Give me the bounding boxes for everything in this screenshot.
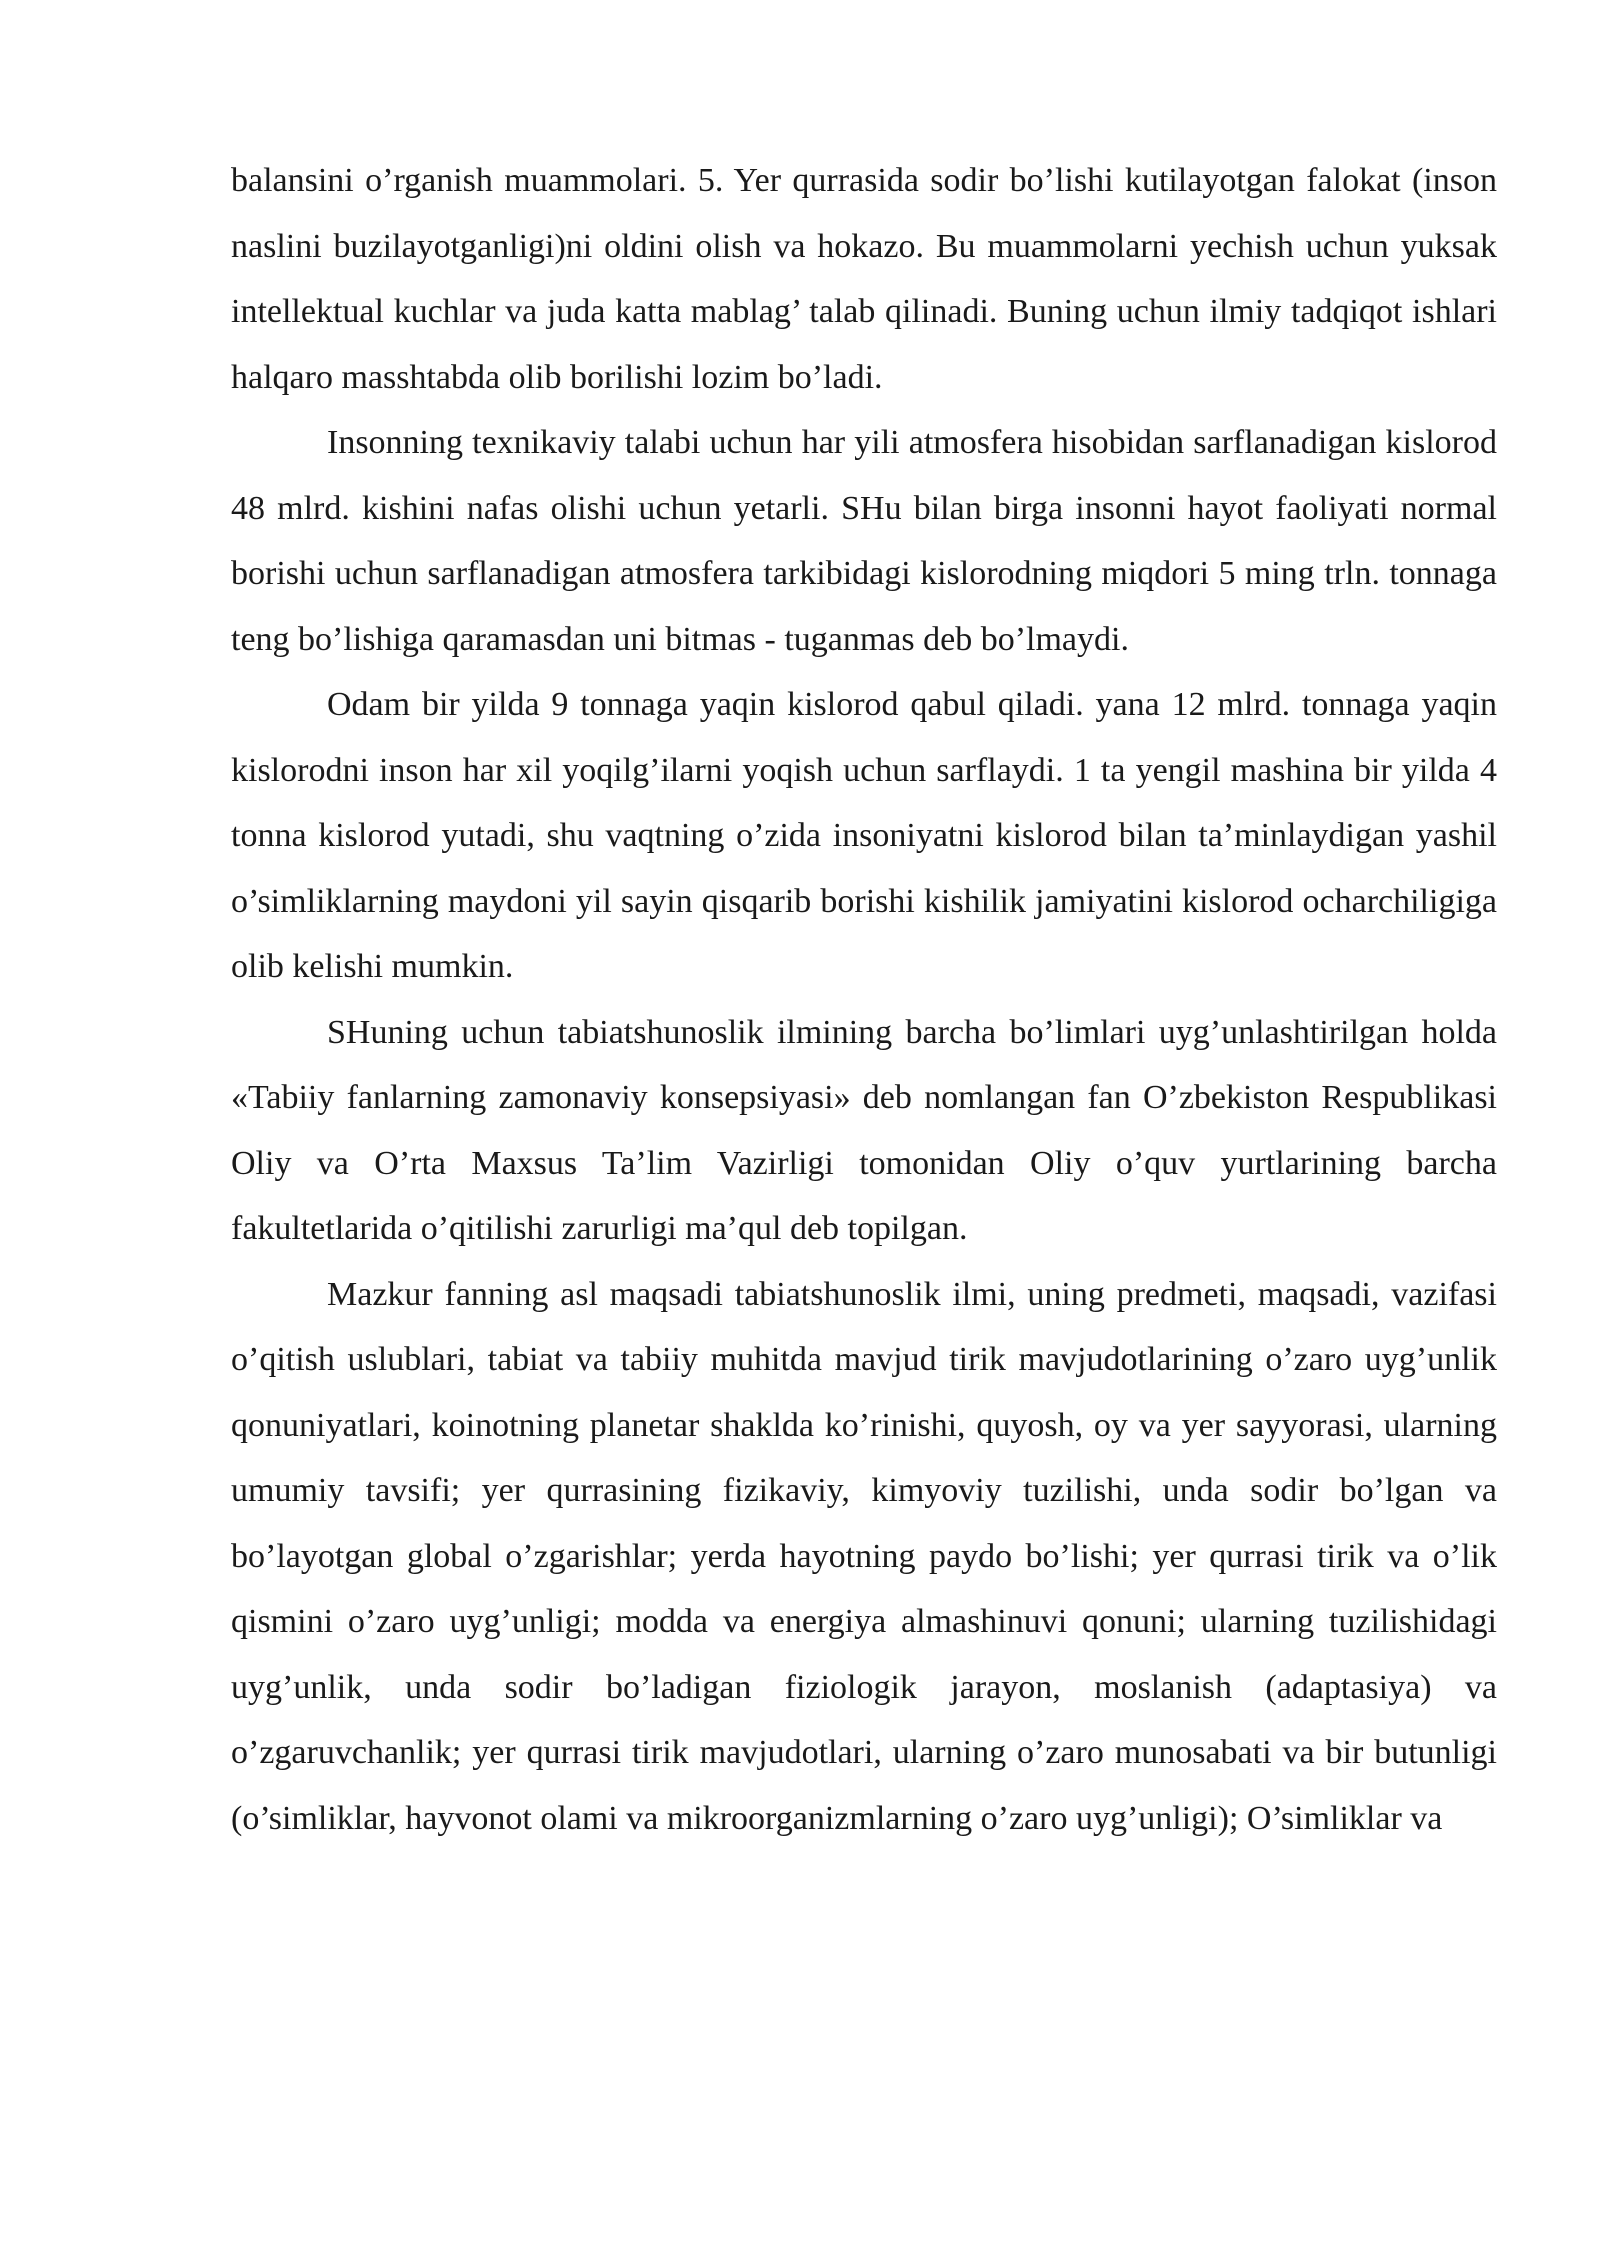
paragraph-human-oxygen-intake: Odam bir yilda 9 tonnaga yaqin kislorod qabul qiladi. yana 12 mlrd. tonnaga yaqin kislorodni inson har xil yoqilg’ilarni yoqish uchun sarflaydi. 1 ta yengil mashina bir yilda 4 tonna kislorod yutadi, shu vaqtning o’zida insoniyatni kislorod bilan ta’minlaydigan yashil o’simliklarning maydoni yil sayin qisqarib borishi kishilik jamiyatini kislorod ocharchiligiga olib kelishi mumkin. [231, 686, 1497, 985]
paragraph-oxygen-consumption: Insonning texnikaviy talabi uchun har yili atmosfera hisobidan sarflanadigan kislorod 48 mlrd. kishini nafas olishi uchun yetarli. SHu bilan birga insonni hayot faoliyati normal borishi uchun sarflanadigan atmosfera tarkibidagi kislorodning miqdori 5 ming trln. tonnaga teng bo’lishiga qaramasdan uni bitmas - tuganmas deb bo’lmaydi. [231, 424, 1497, 658]
paragraph-course-goal: Mazkur fanning asl maqsadi tabiatshunoslik ilmi, uning predmeti, maqsadi, vazifasi o’qitish uslublari, tabiat va tabiiy muhitda mavjud tirik mavjudotlarining o’zaro uyg’unlik qonuniyatlari, koinotning planetar shaklda ko’rinishi, quyosh, oy va yer sayyorasi, ularning umumiy tavsifi; yer qurrasining fizikaviy, kimyoviy tuzilishi, unda sodir bo’lgan va bo’layotgan global o’zgarishlar; yerda hayotning paydo bo’lishi; yer qurrasi tirik va o’lik qismini o’zaro uyg’unligi; modda va energiya almashinuvi qonuni; ularning tuzilishidagi uyg’unlik, unda sodir bo’ladigan fiziologik jarayon, moslanish (adaptasiya) va o’zgaruvchanlik; yer qurrasi tirik mavjudotlari, ularning o’zaro munosabati va bir butunligi (o’simliklar, hayvonot olami va mikroorganizmlarning o’zaro uyg’unligi); O’simliklar va [231, 1275, 1497, 1837]
paragraph-course-introduction: SHuning uchun tabiatshunoslik ilmining barcha bo’limlari uyg’unlashtirilgan holda «Tabiiy fanlarning zamonaviy konsepsiyasi» deb nomlangan fan O’zbekiston Respublikasi Oliy va O’rta Maxsus Ta’lim Vazirligi tomonidan Oliy o’quv yurtlarining barcha fakultetlarida o’qitilishi zarurligi ma’qul deb topilgan. [231, 1013, 1497, 1247]
paragraph-continuation: balansini o’rganish muammolari. 5. Yer qurrasida sodir bo’lishi kutilayotgan falokat (inson naslini buzilayotganligi)ni oldini olish va hokazo. Bu muammolarni yechish uchun yuksak intellektual kuchlar va juda katta mablag’ talab qilinadi. Buning uchun ilmiy tadqiqot ishlari halqaro masshtabda olib borilishi lozim bo’ladi. [231, 162, 1497, 396]
document-body [231, 148, 1497, 1851]
